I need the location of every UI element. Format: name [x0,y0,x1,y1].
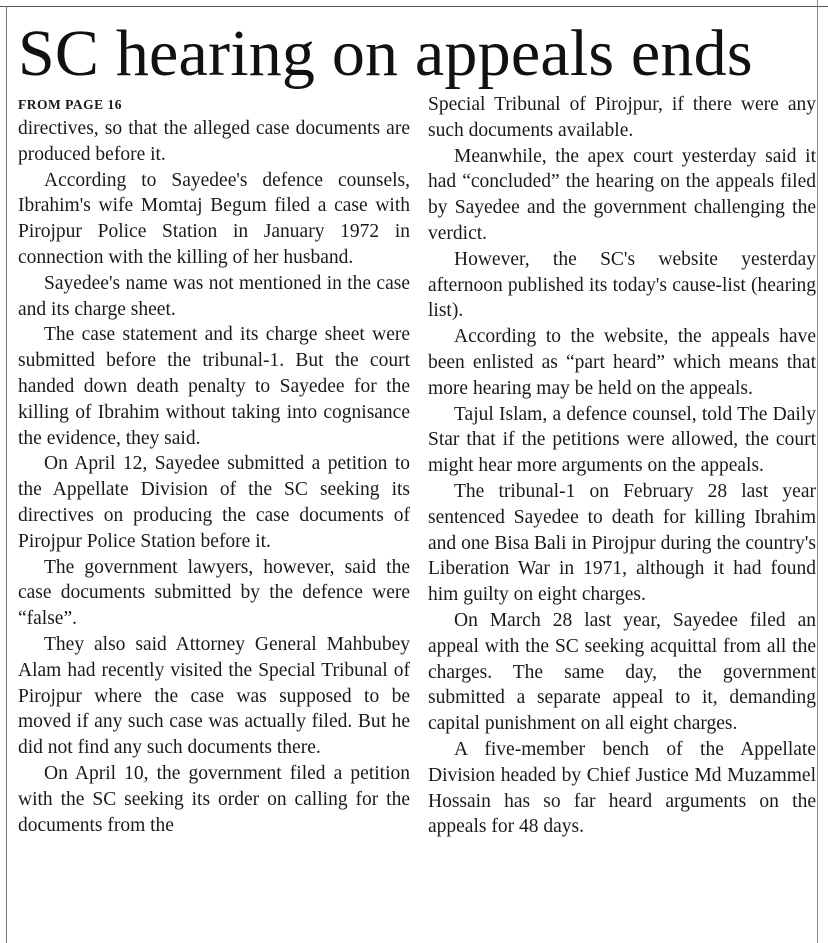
paragraph: On April 12, Sayedee submitted a petition to the Appellate Division of the SC seeking its directives on producing the case documents of Pirojpur Police Station before it. [18,453,410,552]
paragraph: The tribunal-1 on February 28 last year sentenced Sayedee to death for killing Ibrahim and one Bisa Bali in Pirojpur during the country's Liberation War in 1971, although it had found him guilty on eight charges. [428,480,816,606]
left-rule [6,6,7,943]
jump-line: FROM PAGE 16 [18,97,122,112]
paragraph: On April 10, the government filed a petition with the SC seeking its order on calling for the documents from the [18,762,410,836]
paragraph: directives, so that the alleged case documents are produced before it. [18,118,410,165]
article-column-left [18,92,410,838]
paragraph: However, the SC's website yesterday afternoon published its today's cause-list (hearing list). [428,248,816,322]
paragraph: They also said Attorney General Mahbubey Alam had recently visited the Special Tribunal of Pirojpur where the case was supposed to be moved if any such case was actually filed. But he did not find any such documents there. [18,633,410,759]
article-headline: SC hearing on appeals ends [18,17,753,90]
paragraph: According to Sayedee's defence counsels, Ibrahim's wife Momtaj Begum filed a case with Pirojpur Police Station in January 1972 in connection with the killing of her husband. [18,169,410,268]
paragraph: Sayedee's name was not mentioned in the case and its charge sheet. [18,272,410,320]
paragraph: Meanwhile, the apex court yesterday said it had “concluded” the hearing on the appeals filed by Sayedee and the government challenging the verdict. [428,145,816,244]
right-rule [817,0,818,943]
paragraph: Tajul Islam, a defence counsel, told The Daily Star that if the petitions were allowed, the court might hear more arguments on the appeals. [428,403,816,477]
paragraph: Special Tribunal of Pirojpur, if there were any such documents available. [428,94,816,141]
paragraph: On March 28 last year, Sayedee filed an appeal with the SC seeking acquittal from all the charges. The same day, the government submitted a separate appeal to it, demanding capital punishment on all eight charges. [428,609,816,735]
paragraph: The government lawyers, however, said the case documents submitted by the defence were “false”. [18,556,410,630]
paragraph: According to the website, the appeals have been enlisted as “part heard” which means that more hearing may be held on the appeals. [428,326,816,399]
article-column-right [428,92,816,840]
paragraph: The case statement and its charge sheet were submitted before the tribunal-1. But the court handed down death penalty to Sayedee for the killing of Ibrahim without taking into cognisance the evidence, they said. [18,324,410,449]
paragraph: A five-member bench of the Appellate Division headed by Chief Justice Md Muzammel Hossain has so far heard arguments on the appeals for 48 days. [428,738,816,838]
top-rule [0,6,828,7]
